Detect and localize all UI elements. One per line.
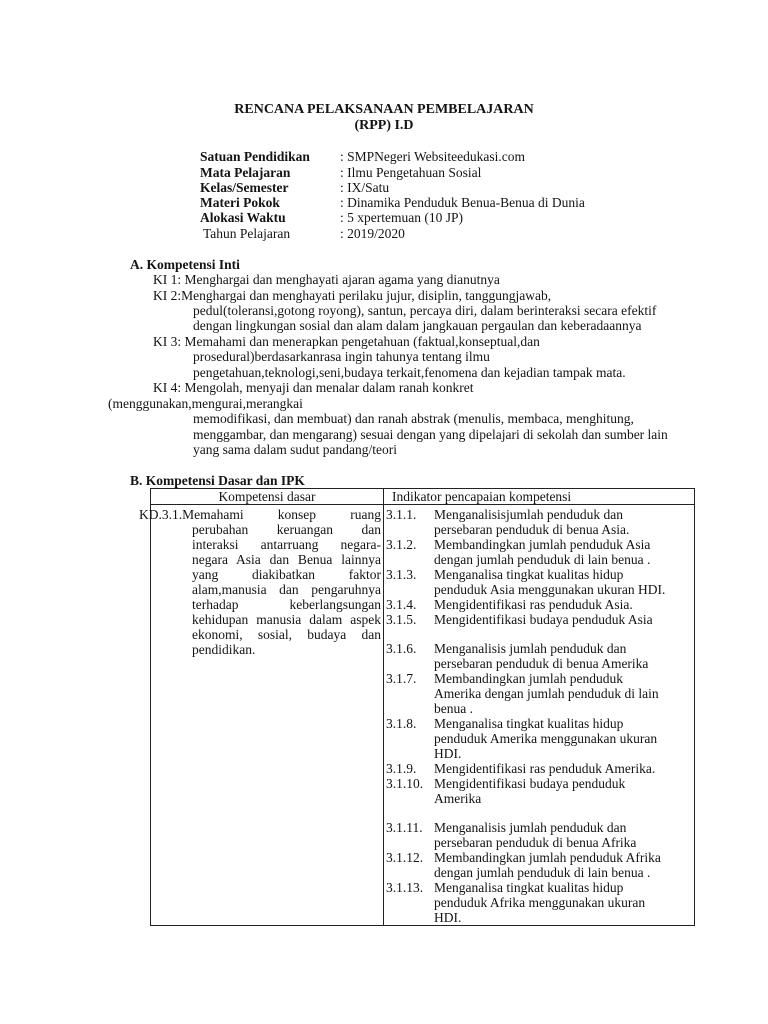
- table-header-row: [151, 489, 695, 505]
- identity-label: Mata Pelajaran: [200, 165, 291, 180]
- indicator-number: 3.1.10.: [386, 776, 424, 791]
- ki-line: KI 2:Menghargai dan menghayati perilaku jujur, disiplin, tanggungjawab,: [153, 288, 552, 303]
- indicator-number: 3.1.3.: [386, 567, 417, 582]
- indicator-text: benua .: [434, 701, 473, 716]
- indicator-item: [384, 850, 694, 880]
- indicator-text: Mengidentifikasi ras penduduk Asia.: [434, 597, 633, 612]
- ki-line: KI 3: Memahami dan menerapkan pengetahuan (faktual,konseptual,dan: [153, 334, 540, 349]
- indicator-item: [384, 880, 694, 925]
- indicator-item: [384, 776, 694, 806]
- indicator-text: Amerika: [434, 791, 482, 806]
- indicator-text: HDI.: [434, 910, 462, 925]
- indicator-text: persebaran penduduk di benua Afrika: [434, 835, 637, 850]
- indicator-number: 3.1.13.: [386, 880, 424, 895]
- ki-line: dengan lingkungan sosial dan alam dalam jangkauan pergaulan dan keberadaannya: [193, 318, 642, 333]
- kd-line: ekonomi, sosial, budaya dan: [192, 627, 381, 642]
- indicator-number: 3.1.7.: [386, 671, 417, 686]
- kd-cell: [139, 505, 384, 926]
- ki-line: KI 4: Mengolah, menyaji dan menalar dalam ranah konkret: [153, 380, 474, 395]
- indicator-text: dengan jumlah penduduk di lain benua .: [434, 865, 651, 880]
- ki-line: yang sama dalam sudut pandang/teori: [193, 442, 397, 457]
- indicator-text: Menganalisisjumlah penduduk dan: [434, 507, 623, 522]
- kd-line: KD.3.1.Memahami konsep ruang: [139, 507, 381, 522]
- identity-value: : 2019/2020: [340, 226, 405, 241]
- indicator-text: HDI.: [434, 746, 462, 761]
- identity-value: : SMPNegeri Websiteedukasi.com: [340, 149, 526, 164]
- ki-line: memodifikasi, dan membuat) dan ranah abstrak (menulis, membaca, menghitung,: [193, 411, 634, 426]
- indicator-text: Membandingkan jumlah penduduk Afrika: [434, 850, 661, 865]
- indicator-text: Mengidentifikasi budaya penduduk Asia: [434, 612, 653, 627]
- identity-label: Alokasi Waktu: [200, 210, 286, 225]
- indicator-text: penduduk Amerika menggunakan ukuran: [434, 731, 658, 746]
- identity-value: : Dinamika Penduduk Benua-Benua di Dunia: [340, 195, 585, 210]
- ki-line: pengetahuan,teknologi,seni,budaya terkait,fenomena dan kejadian tampak mata.: [193, 365, 626, 380]
- indicator-item: [384, 597, 694, 612]
- indicator-number: 3.1.4.: [386, 597, 417, 612]
- ki-line: KI 1: Menghargai dan menghayati ajaran agama yang dianutnya: [153, 272, 500, 287]
- ki-line: (menggunakan,mengurai,merangkai: [108, 396, 303, 411]
- identity-label: Kelas/Semester: [200, 180, 289, 195]
- indicator-text: Membandingkan jumlah penduduk Asia: [434, 537, 651, 552]
- indicator-number: 3.1.6.: [386, 641, 417, 656]
- kd-line: kehidupan manusia dalam aspek: [192, 612, 381, 627]
- ki-line: prosedural)berdasarkanrasa ingin tahunya tentang ilmu: [193, 349, 490, 364]
- indicator-text: Menganalisis jumlah penduduk dan: [434, 641, 627, 656]
- identity-label: Tahun Pelajaran: [203, 226, 291, 241]
- identity-label: Materi Pokok: [200, 195, 280, 210]
- kd-line: alam,manusia dan pengaruhnya: [192, 582, 381, 597]
- kd-ipk-table: [139, 488, 695, 926]
- indicator-number: 3.1.8.: [386, 716, 417, 731]
- kd-line: yang diakibatkan faktor: [192, 567, 381, 582]
- identity-value: : 5 xpertemuan (10 JP): [340, 210, 463, 225]
- indicator-number: 3.1.9.: [386, 761, 417, 776]
- identity-value: : Ilmu Pengetahuan Sosial: [340, 165, 482, 180]
- indicator-item: [384, 507, 694, 537]
- indicator-text: dengan jumlah penduduk di lain benua .: [434, 552, 651, 567]
- indicator-text: Amerika dengan jumlah penduduk di lain: [434, 686, 659, 701]
- indicator-number: 3.1.1.: [386, 507, 417, 522]
- indicator-text: Mengidentifikasi budaya penduduk: [434, 776, 626, 791]
- indicator-number: 3.1.2.: [386, 537, 417, 552]
- indicator-text: Membandingkan jumlah penduduk: [434, 671, 623, 686]
- document-subtitle: (RPP) I.D: [354, 118, 414, 133]
- indicator-item: [384, 761, 694, 776]
- indicator-text: penduduk Afrika menggunakan ukuran: [434, 895, 646, 910]
- table-header-cell: Indikator pencapaian kompetensi: [384, 489, 695, 505]
- kd-line: negara Asia dan Benua lainnya: [192, 552, 381, 567]
- ki-line: pedul(toleransi,gotong royong), santun, percaya diri, dalam berinteraksi secara efektif: [193, 303, 657, 318]
- indicator-item: [384, 671, 694, 716]
- indicator-text: persebaran penduduk di benua Amerika: [434, 656, 649, 671]
- indicator-cell: [384, 505, 695, 926]
- indicator-text: Menganalisa tingkat kualitas hidup: [434, 880, 624, 895]
- kd-line: perubahan keruangan dan: [192, 522, 381, 537]
- indicator-text: penduduk Asia menggunakan ukuran HDI.: [434, 582, 666, 597]
- indicator-item: [384, 820, 694, 850]
- identity-label: Satuan Pendidikan: [200, 149, 310, 164]
- indicator-item: [384, 716, 694, 761]
- table-header-cell: Kompetensi dasar: [151, 489, 384, 505]
- indicator-item: [384, 612, 694, 627]
- kd-line: pendidikan.: [192, 642, 256, 657]
- indicator-item: [384, 641, 694, 671]
- kd-line: terhadap keberlangsungan: [192, 597, 381, 612]
- section-heading: A. Kompetensi Inti: [130, 257, 240, 272]
- indicator-item: [384, 567, 694, 597]
- indicator-text: Menganalisa tingkat kualitas hidup: [434, 567, 624, 582]
- indicator-number: 3.1.5.: [386, 612, 417, 627]
- indicator-text: Mengidentifikasi ras penduduk Amerika.: [434, 761, 656, 776]
- indicator-number: 3.1.11.: [386, 820, 423, 835]
- indicator-text: persebaran penduduk di benua Asia.: [434, 522, 630, 537]
- indicator-number: 3.1.12.: [386, 850, 424, 865]
- ki-line: menggambar, dan mengarang) sesuai dengan yang dipelajari di sekolah dan sumber lain: [193, 427, 668, 442]
- indicator-text: Menganalisa tingkat kualitas hidup: [434, 716, 624, 731]
- document-title: RENCANA PELAKSANAAN PEMBELAJARAN: [234, 102, 534, 117]
- section-heading: B. Kompetensi Dasar dan IPK: [130, 473, 305, 488]
- indicator-text: Menganalisis jumlah penduduk dan: [434, 820, 627, 835]
- identity-value: : IX/Satu: [340, 180, 390, 195]
- kd-line: interaksi antarruang negara-: [192, 537, 381, 552]
- table-row: [151, 505, 695, 926]
- indicator-item: [384, 537, 694, 567]
